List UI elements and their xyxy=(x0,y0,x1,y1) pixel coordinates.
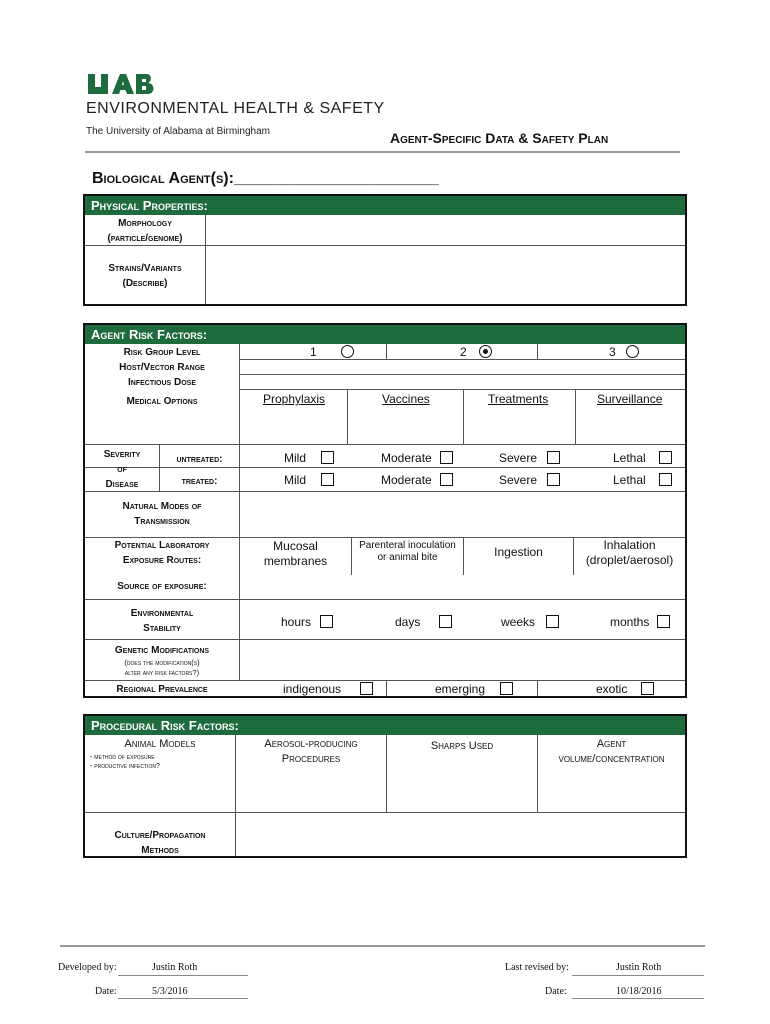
header-rule xyxy=(85,151,680,153)
procedural-risk-title: Procedural Risk Factors: xyxy=(85,716,685,735)
untreated-label: untreated: xyxy=(176,454,223,465)
treated-label: treated: xyxy=(181,476,218,487)
plan-title: Agent-Specific Data & Safety Plan xyxy=(390,130,609,146)
sharps-used-label: Sharps Used xyxy=(430,740,494,752)
weeks-label: weeks xyxy=(501,615,536,629)
risk-level-1-label: 1 xyxy=(310,345,317,359)
animal-models-label: Animal Models xyxy=(124,738,196,750)
medical-options-label: Medical Options xyxy=(126,396,198,407)
months-checkbox[interactable] xyxy=(657,615,670,628)
date-value: 5/3/2016 xyxy=(152,986,188,997)
untreated-severe-checkbox[interactable] xyxy=(547,451,560,464)
treated-mild-label: Mild xyxy=(284,473,307,487)
university-name: The University of Alabama at Birmingham xyxy=(86,126,270,137)
treatments-label: Treatments xyxy=(488,392,549,406)
days-label: days xyxy=(395,615,421,629)
treated-lethal-checkbox[interactable] xyxy=(659,473,672,486)
treated-severe-checkbox[interactable] xyxy=(547,473,560,486)
untreated-lethal-checkbox[interactable] xyxy=(659,451,672,464)
strains-input[interactable] xyxy=(206,246,685,304)
agent-risk-title: Agent Risk Factors: xyxy=(85,325,685,344)
revised-date-label: Date: xyxy=(545,986,567,997)
exotic-checkbox[interactable] xyxy=(641,682,654,695)
risk-level-3-radio[interactable] xyxy=(626,345,639,358)
procedural-risk-section xyxy=(83,714,687,858)
infectious-dose-input[interactable] xyxy=(240,375,685,389)
untreated-lethal-label: Lethal xyxy=(613,451,646,465)
prophylaxis-label: Prophylaxis xyxy=(263,392,326,406)
regional-prevalence-label: Regional Prevalence xyxy=(116,684,208,695)
vaccines-label: Vaccines xyxy=(382,392,430,406)
date-label: Date: xyxy=(95,986,117,997)
agent-volume-label: Agent volume/concentration xyxy=(558,738,665,765)
risk-level-2-radio[interactable] xyxy=(479,345,492,358)
emerging-label: emerging xyxy=(435,682,486,696)
hours-label: hours xyxy=(281,615,312,629)
genetic-mods-note: (does the modification(s) alter any risk factors?) xyxy=(124,658,200,677)
source-of-exposure-input[interactable] xyxy=(240,576,685,599)
risk-group-label: Risk Group Level xyxy=(123,347,201,358)
surveillance-label: Surveillance xyxy=(597,392,663,406)
severity-label: Severity of Disease xyxy=(103,449,141,490)
untreated-mild-checkbox[interactable] xyxy=(321,451,334,464)
revised-by-label: Last revised by: xyxy=(505,962,569,973)
ingestion-route[interactable]: Ingestion xyxy=(494,545,543,559)
animal-models-notes: - method of exposure - productive infection? xyxy=(90,754,160,770)
agent-risk-section xyxy=(83,323,687,698)
untreated-moderate-label: Moderate xyxy=(381,451,432,465)
morphology-input[interactable] xyxy=(206,215,685,245)
revised-date-value: 10/18/2016 xyxy=(616,986,662,997)
emerging-checkbox[interactable] xyxy=(500,682,513,695)
treated-moderate-label: Moderate xyxy=(381,473,432,487)
footer-rule xyxy=(60,945,705,947)
mucosal-route[interactable]: Mucosal membranes xyxy=(263,539,328,568)
natural-modes-label: Natural Modes of Transmission xyxy=(122,501,202,527)
culture-methods-label: Culture/Propagation Methods xyxy=(114,830,206,856)
inhalation-route[interactable]: Inhalation (droplet/aerosol) xyxy=(585,538,674,567)
indigenous-checkbox[interactable] xyxy=(360,682,373,695)
treated-mild-checkbox[interactable] xyxy=(321,473,334,486)
developed-by-label: Developed by: xyxy=(58,962,117,973)
strains-label: Strains/Variants (Describe) xyxy=(108,263,182,289)
uab-logo xyxy=(86,72,156,96)
source-of-exposure-label: Source of exposure: xyxy=(117,581,207,592)
host-range-input[interactable] xyxy=(240,360,685,374)
physical-properties-section xyxy=(83,194,687,306)
risk-level-3-label: 3 xyxy=(609,345,616,359)
treated-lethal-label: Lethal xyxy=(613,473,646,487)
revised-by-value: Justin Roth xyxy=(616,962,662,973)
culture-methods-input[interactable] xyxy=(236,813,685,856)
months-label: months xyxy=(610,615,650,629)
env-stability-label: Environmental Stability xyxy=(130,608,194,634)
physical-properties-title: Physical Properties: xyxy=(85,196,685,215)
weeks-checkbox[interactable] xyxy=(546,615,559,628)
exposure-routes-label: Potential Laboratory Exposure Routes: xyxy=(114,540,210,566)
untreated-severe-label: Severe xyxy=(499,451,538,465)
untreated-mild-label: Mild xyxy=(284,451,307,465)
aerosol-procedures-label: Aerosol-producing Procedures xyxy=(264,738,358,765)
exotic-label: exotic xyxy=(596,682,628,696)
natural-modes-input[interactable] xyxy=(240,492,685,537)
hours-checkbox[interactable] xyxy=(320,615,333,628)
genetic-mods-label: Genetic Modifications xyxy=(114,645,210,656)
genetic-mods-input[interactable] xyxy=(240,640,685,680)
indigenous-label: indigenous xyxy=(283,682,342,696)
days-checkbox[interactable] xyxy=(439,615,452,628)
parenteral-route[interactable]: Parenteral inoculation or animal bite xyxy=(359,540,456,563)
treated-severe-label: Severe xyxy=(499,473,538,487)
infectious-dose-label: Infectious Dose xyxy=(127,377,196,388)
risk-level-1-radio[interactable] xyxy=(341,345,354,358)
risk-level-2-label: 2 xyxy=(460,345,467,359)
biological-agent-field[interactable]: Biological Agent(s):_______________________ xyxy=(92,170,439,187)
org-name: ENVIRONMENTAL HEALTH & SAFETY xyxy=(86,100,385,117)
developed-by-value: Justin Roth xyxy=(152,962,198,973)
host-range-label: Host/Vector Range xyxy=(119,362,205,373)
untreated-moderate-checkbox[interactable] xyxy=(440,451,453,464)
treated-moderate-checkbox[interactable] xyxy=(440,473,453,486)
morphology-label: Morphology (particle/genome) xyxy=(107,218,183,244)
